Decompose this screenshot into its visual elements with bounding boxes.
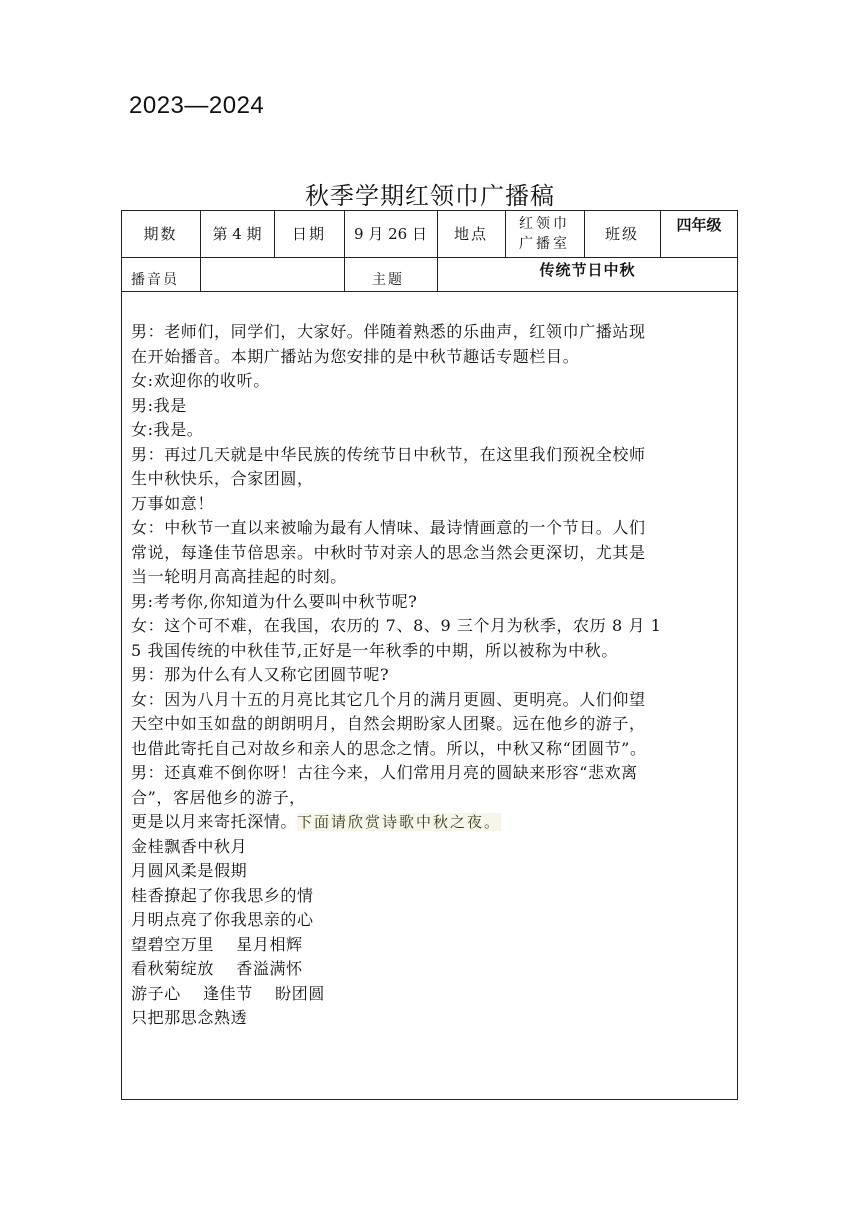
announcer-value bbox=[200, 257, 344, 291]
script-line: 女：这个可不难，在我国，农历的 7、8、9 三个月为秋季，农历 8 月 1 bbox=[131, 616, 662, 635]
script-line: 当一轮明月高高挂起的时刻。 bbox=[131, 567, 347, 586]
theme-label: 主题 bbox=[372, 272, 404, 288]
script-line: 男：那为什么有人又称它团圆节呢? bbox=[131, 665, 390, 684]
place-value-line2: 广播室 bbox=[519, 235, 570, 252]
poem-line: 桂香撩起了你我思乡的情 bbox=[131, 885, 314, 905]
class-value: 四年级 bbox=[676, 216, 722, 234]
script-line: 女:欢迎你的收听。 bbox=[131, 371, 270, 390]
script-line-with-poem-intro bbox=[131, 810, 731, 835]
script-line: 女：中秋节一直以来被喻为最有人情味、最诗情画意的一个节日。人们 bbox=[131, 518, 646, 537]
script-line: 在开始播音。本期广播站为您安排的是中秋节趣话专题栏目。 bbox=[131, 346, 580, 366]
class-label: 班级 bbox=[604, 225, 639, 243]
poem-intro-highlight: 下面请欣赏诗歌中秋之夜。 bbox=[297, 813, 502, 831]
script-line: 生中秋快乐，合家团圆， bbox=[131, 469, 314, 488]
script-line: 男：再过几天就是中华民族的传统节日中秋节，在这里我们预祝全校师 bbox=[131, 444, 646, 464]
poem-line: 月明点亮了你我思亲的心 bbox=[131, 910, 314, 929]
script-line: 万事如意！ bbox=[131, 493, 215, 513]
script-line: 常说，每逢佳节倍思亲。中秋时节对亲人的思念当然会更深切，尤其是 bbox=[131, 542, 646, 562]
date-label: 日期 bbox=[291, 225, 326, 243]
poem-line: 望碧空万里 星月相辉 bbox=[131, 934, 303, 954]
script-line: 5 我国传统的中秋佳节,正好是一年秋季的中期，所以被称为中秋。 bbox=[131, 640, 618, 660]
script-line: 男:考考你,你知道为什么要叫中秋节呢? bbox=[131, 591, 418, 611]
year-heading: 2023—2024 bbox=[129, 92, 265, 119]
script-line: 女:我是。 bbox=[131, 420, 204, 439]
script-line: 男：还真难不倒你呀！古往今来，人们常用月亮的圆缺来形容“悲欢离 bbox=[131, 763, 638, 782]
poem-line: 只把那思念熟透 bbox=[131, 1008, 248, 1027]
issue-value: 第 4 期 bbox=[212, 225, 262, 243]
date-value: 9 月 26 日 bbox=[354, 225, 427, 243]
place-value-line1: 红领巾 bbox=[519, 215, 570, 232]
deep-feeling-text: 更是以月来寄托深情。 bbox=[131, 812, 298, 831]
script-line: 也借此寄托自己对故乡和亲人的思念之情。所以，中秋又称“团圆节”。 bbox=[131, 738, 647, 758]
script-line: 女：因为八月十五的月亮比其它几个月的满月更圆、更明亮。人们仰望 bbox=[131, 689, 646, 709]
broadcast-script bbox=[131, 320, 731, 1031]
poem-line: 看秋菊绽放 香溢满怀 bbox=[131, 959, 303, 978]
script-line: 男：老师们，同学们，大家好。伴随着熟悉的乐曲声，红领巾广播站现 bbox=[131, 322, 646, 341]
place-label: 地点 bbox=[453, 225, 488, 243]
poem-line: 金桂飘香中秋月 bbox=[131, 836, 248, 856]
place-value bbox=[505, 210, 584, 257]
page-title: 秋季学期红领巾广播稿 bbox=[305, 182, 555, 210]
announcer-label: 播音员 bbox=[131, 272, 179, 288]
script-line: 天空中如玉如盘的朗朗明月，自然会期盼家人团聚。远在他乡的游子， bbox=[131, 714, 646, 733]
poem-line: 月圆风柔是假期 bbox=[131, 861, 248, 880]
script-line: 合”，客居他乡的游子， bbox=[131, 787, 306, 807]
script-line: 男:我是 bbox=[131, 395, 187, 415]
issue-label: 期数 bbox=[143, 225, 178, 243]
poem-line: 游子心 逢佳节 盼团圆 bbox=[131, 983, 325, 1003]
theme-value: 传统节日中秋 bbox=[539, 261, 636, 279]
